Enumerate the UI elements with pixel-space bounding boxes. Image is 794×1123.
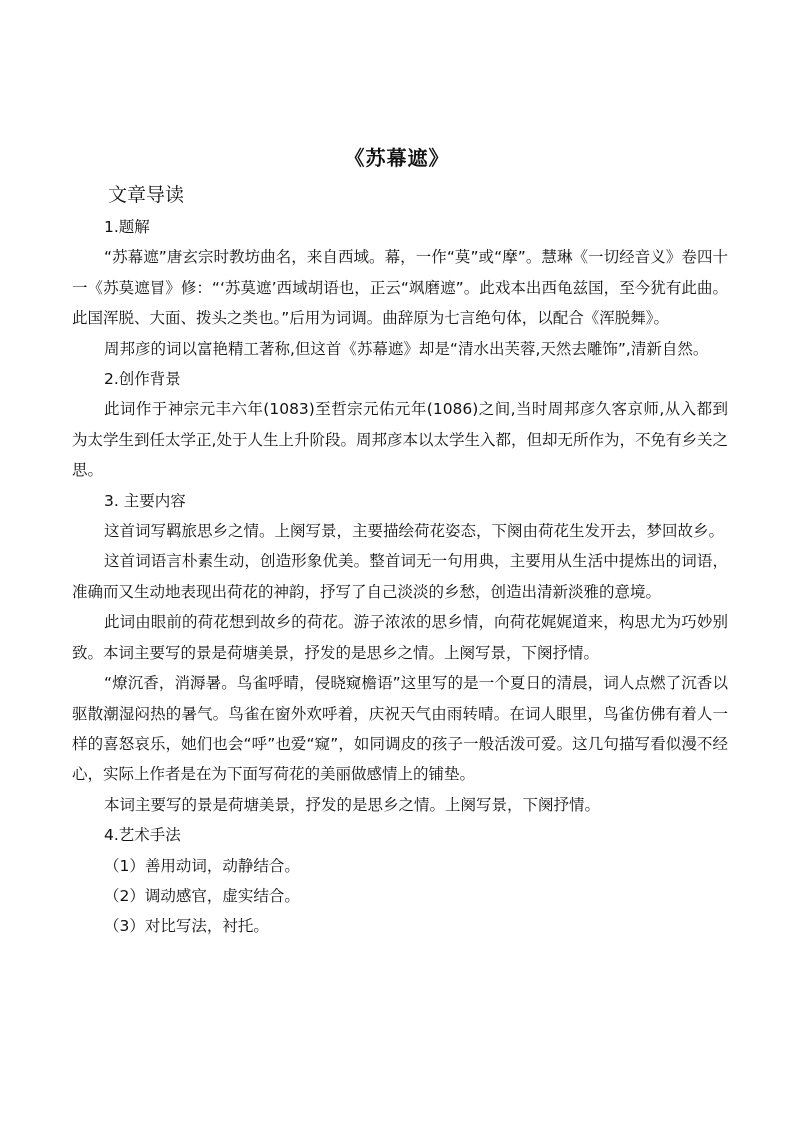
paragraph-language: 这首词语言朴素生动，创造形象优美。整首词无一句用典，主要用从生活中提炼出的词语，准确而又生动地表现出荷花的神韵，抒写了自己淡淡的乡愁，创造出清新淡雅的意境。 <box>72 552 728 601</box>
list-item: （2）调动感官，虚实结合。 <box>104 886 300 905</box>
paragraph-summary: 本词主要写的景是荷塘美景，抒发的是思乡之情。上阕写景，下阕抒情。 <box>104 795 601 814</box>
paragraph-structure: 此词由眼前的荷花想到故乡的荷花。游子浓浓的思乡情，向荷花娓娓道来，构思尤为巧妙别致。本词主要写的景是荷塘美景，抒发的是思乡之情。上阕写景，下阕抒情。 <box>72 613 728 662</box>
list-item: （1）善用动词，动静结合。 <box>104 856 300 875</box>
paragraph-style: 周邦彦的词以富艳精工著称,但这首《苏幕遮》却是“清水出芙蓉,天然去雕饰”,清新自然。 <box>104 339 709 358</box>
document-body <box>72 212 728 942</box>
document-title: 《苏幕遮》 <box>344 146 450 170</box>
paragraph-background: 此词作于神宗元丰六年(1083)至哲宗元佑元年(1086)之间,当时周邦彦久客京师,从入都到为太学生到任太学正,处于人生上升阶段。周邦彦本以太学生入都，但却无所作为，不免有乡关之思。 <box>72 400 729 480</box>
section-heading: 文章导读 <box>108 184 185 206</box>
heading-topic-explanation: 1.题解 <box>104 218 150 236</box>
heading-main-content: 3. 主要内容 <box>104 491 186 510</box>
paragraph-tune-origin: “苏幕遮”唐玄宗时教坊曲名，来自西域。幕，一作“莫”或“摩”。慧琳《一切经音义》卷四十一《苏莫遮冒》修：“‘苏莫遮’西域胡语也，正云“飒磨遮”。此戏本出西龟兹国，至今犹有此曲。此国浑脱、大面、拨头之类也。”后用为词调。曲辞原为七言绝句体，以配合《浑脱舞》。 <box>72 248 728 328</box>
paragraph-theme: 这首词写羁旅思乡之情。上阕写景，主要描绘荷花姿态，下阕由荷花生发开去，梦回故乡。 <box>104 522 725 541</box>
heading-techniques: 4.艺术手法 <box>104 826 181 845</box>
paragraph-quote-analysis: “燎沉香，消溽暑。鸟雀呼晴，侵晓窥檐语”这里写的是一个夏日的清晨，词人点燃了沉香以驱散潮湿闷热的暑气。鸟雀在窗外欢呼着，庆祝天气由雨转晴。在词人眼里，鸟雀仿佛有着人一样的喜怒哀乐，她们也会“呼”也爱“窥”，如同调皮的孩子一般活泼可爱。这几句描写看似漫不经心，实际上作者是在为下面写荷花的美丽做感情上的铺垫。 <box>72 674 728 784</box>
list-item: （3）对比写法，衬托。 <box>104 917 269 936</box>
heading-background: 2.创作背景 <box>104 370 181 389</box>
